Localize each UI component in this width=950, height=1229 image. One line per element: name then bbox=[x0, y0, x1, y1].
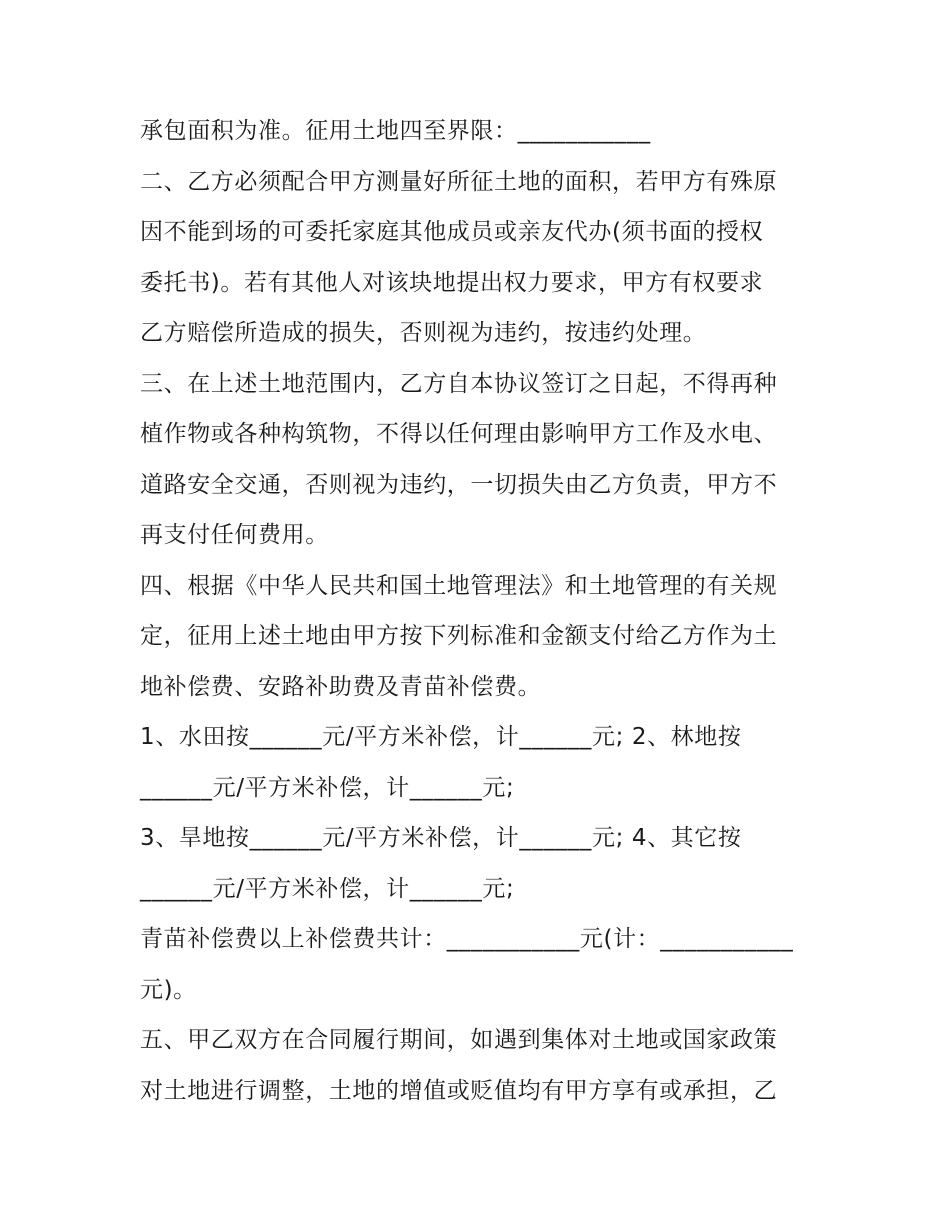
text-line: ______元/平方米补偿，计______元; bbox=[140, 875, 515, 902]
text-line: 五、甲乙双方在合同履行期间，如遇到集体对土地或国家政策 bbox=[140, 1027, 778, 1053]
contract-text-body bbox=[140, 106, 830, 1116]
text-line: 3、旱地按______元/平方米补偿，计______元; 4、其它按 bbox=[140, 825, 742, 851]
text-line: 1、水田按______元/平方米补偿，计______元; 2、林地按 bbox=[140, 724, 742, 750]
text-line: 乙方赔偿所造成的损失，否则视为违约，按违约处理。 bbox=[140, 320, 707, 346]
text-line: 地补偿费、安路补助费及青苗补偿费。 bbox=[140, 673, 542, 700]
text-line: 二、乙方必须配合甲方测量好所征土地的面积，若甲方有殊原 bbox=[140, 168, 778, 195]
text-line: 对土地进行调整，土地的增值或贬值均有甲方享有或承担，乙 bbox=[140, 1077, 778, 1104]
text-line: 再支付任何费用。 bbox=[140, 522, 329, 548]
text-line: 四、根据《中华人民共和国土地管理法》和土地管理的有关规 bbox=[140, 572, 778, 599]
text-line: 植作物或各种构筑物，不得以任何理由影响甲方工作及水电、 bbox=[140, 421, 778, 447]
text-line: 承包面积为准。征用土地四至界限：___________ bbox=[140, 118, 651, 144]
text-line: 三、在上述土地范围内，乙方自本协议签订之日起，不得再种 bbox=[140, 370, 778, 397]
text-line: 青苗补偿费以上补偿费共计：___________元(计：___________ bbox=[140, 926, 794, 952]
text-line: ______元/平方米补偿，计______元; bbox=[140, 774, 515, 801]
text-line: 道路安全交通，否则视为违约，一切损失由乙方负责，甲方不 bbox=[140, 471, 778, 498]
text-line: 委托书)。若有其他人对该块地提出权力要求，甲方有权要求 bbox=[140, 269, 764, 296]
text-line: 元)。 bbox=[140, 976, 197, 1003]
text-line: 定，征用上述土地由甲方按下列标准和金额支付给乙方作为土 bbox=[140, 623, 778, 649]
text-line: 因不能到场的可委托家庭其他成员或亲友代办(须书面的授权 bbox=[140, 219, 764, 245]
